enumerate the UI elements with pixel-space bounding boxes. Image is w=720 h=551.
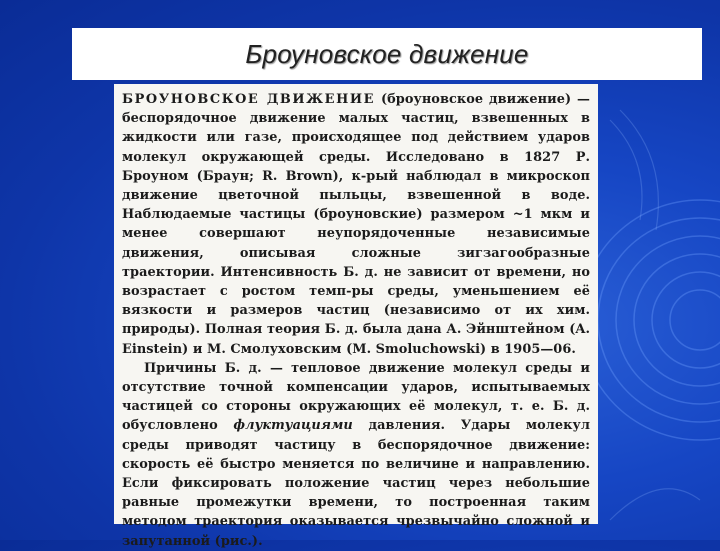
article-paragraph-1 (122, 90, 590, 359)
article-paragraph-1-text: (броуновское движение) — беспорядочное движение малых частиц, взвешенных в жидкости или газе, происходящее под действием ударов молекул окружающей среды. Исследовано в 1827 Р. Броуном (Браун; R. Brown), к-рый наблюдал в микроскоп движение цветочной пыльцы, взвешенной в воде. Наблюдаемые частицы (броуновские) размером ~1 мкм и менее совершают неупорядоченные независимые движения, описывая сложные зигзагообразные траектории. Интенсивность Б. д. не зависит от времени, но возрастает с ростом темп-ры среды, уменьшением её вязкости и размеров частиц (независимо от их хим. природы). Полная теория Б. д. была дана А. Эйнштейном (A. Einstein) и М. Смолуховским (M. Smoluchowski) в 1905—06. (122, 92, 590, 357)
slide-title: Броуновское движение (245, 38, 529, 69)
article-paragraph-2 (122, 359, 590, 551)
title-bar (72, 28, 702, 80)
article-paragraph-2-text-b: давления. Удары молекул среды приводят частицу в беспорядочное движение: скорость её быстро меняется по величине и направлению. Если фиксировать положение частиц через небольшие равные промежутки времени, то построенная таким методом траектория оказывается чрезвычайно сложной и запутанной (рис.). (122, 418, 590, 549)
scanned-encyclopedia-article (114, 84, 598, 549)
article-italic-term: флуктуациями (233, 418, 353, 434)
article-headword: БРОУНОВСКОЕ ДВИЖЕНИЕ (122, 92, 376, 107)
article-paragraph-2-text-a: Причины Б. д. — тепловое движение молекул среды и отсутствие точной компенсации ударов, испытываемых частицей со стороны окружающих её молекул, т. е. Б. д. обусловлено (122, 360, 590, 434)
